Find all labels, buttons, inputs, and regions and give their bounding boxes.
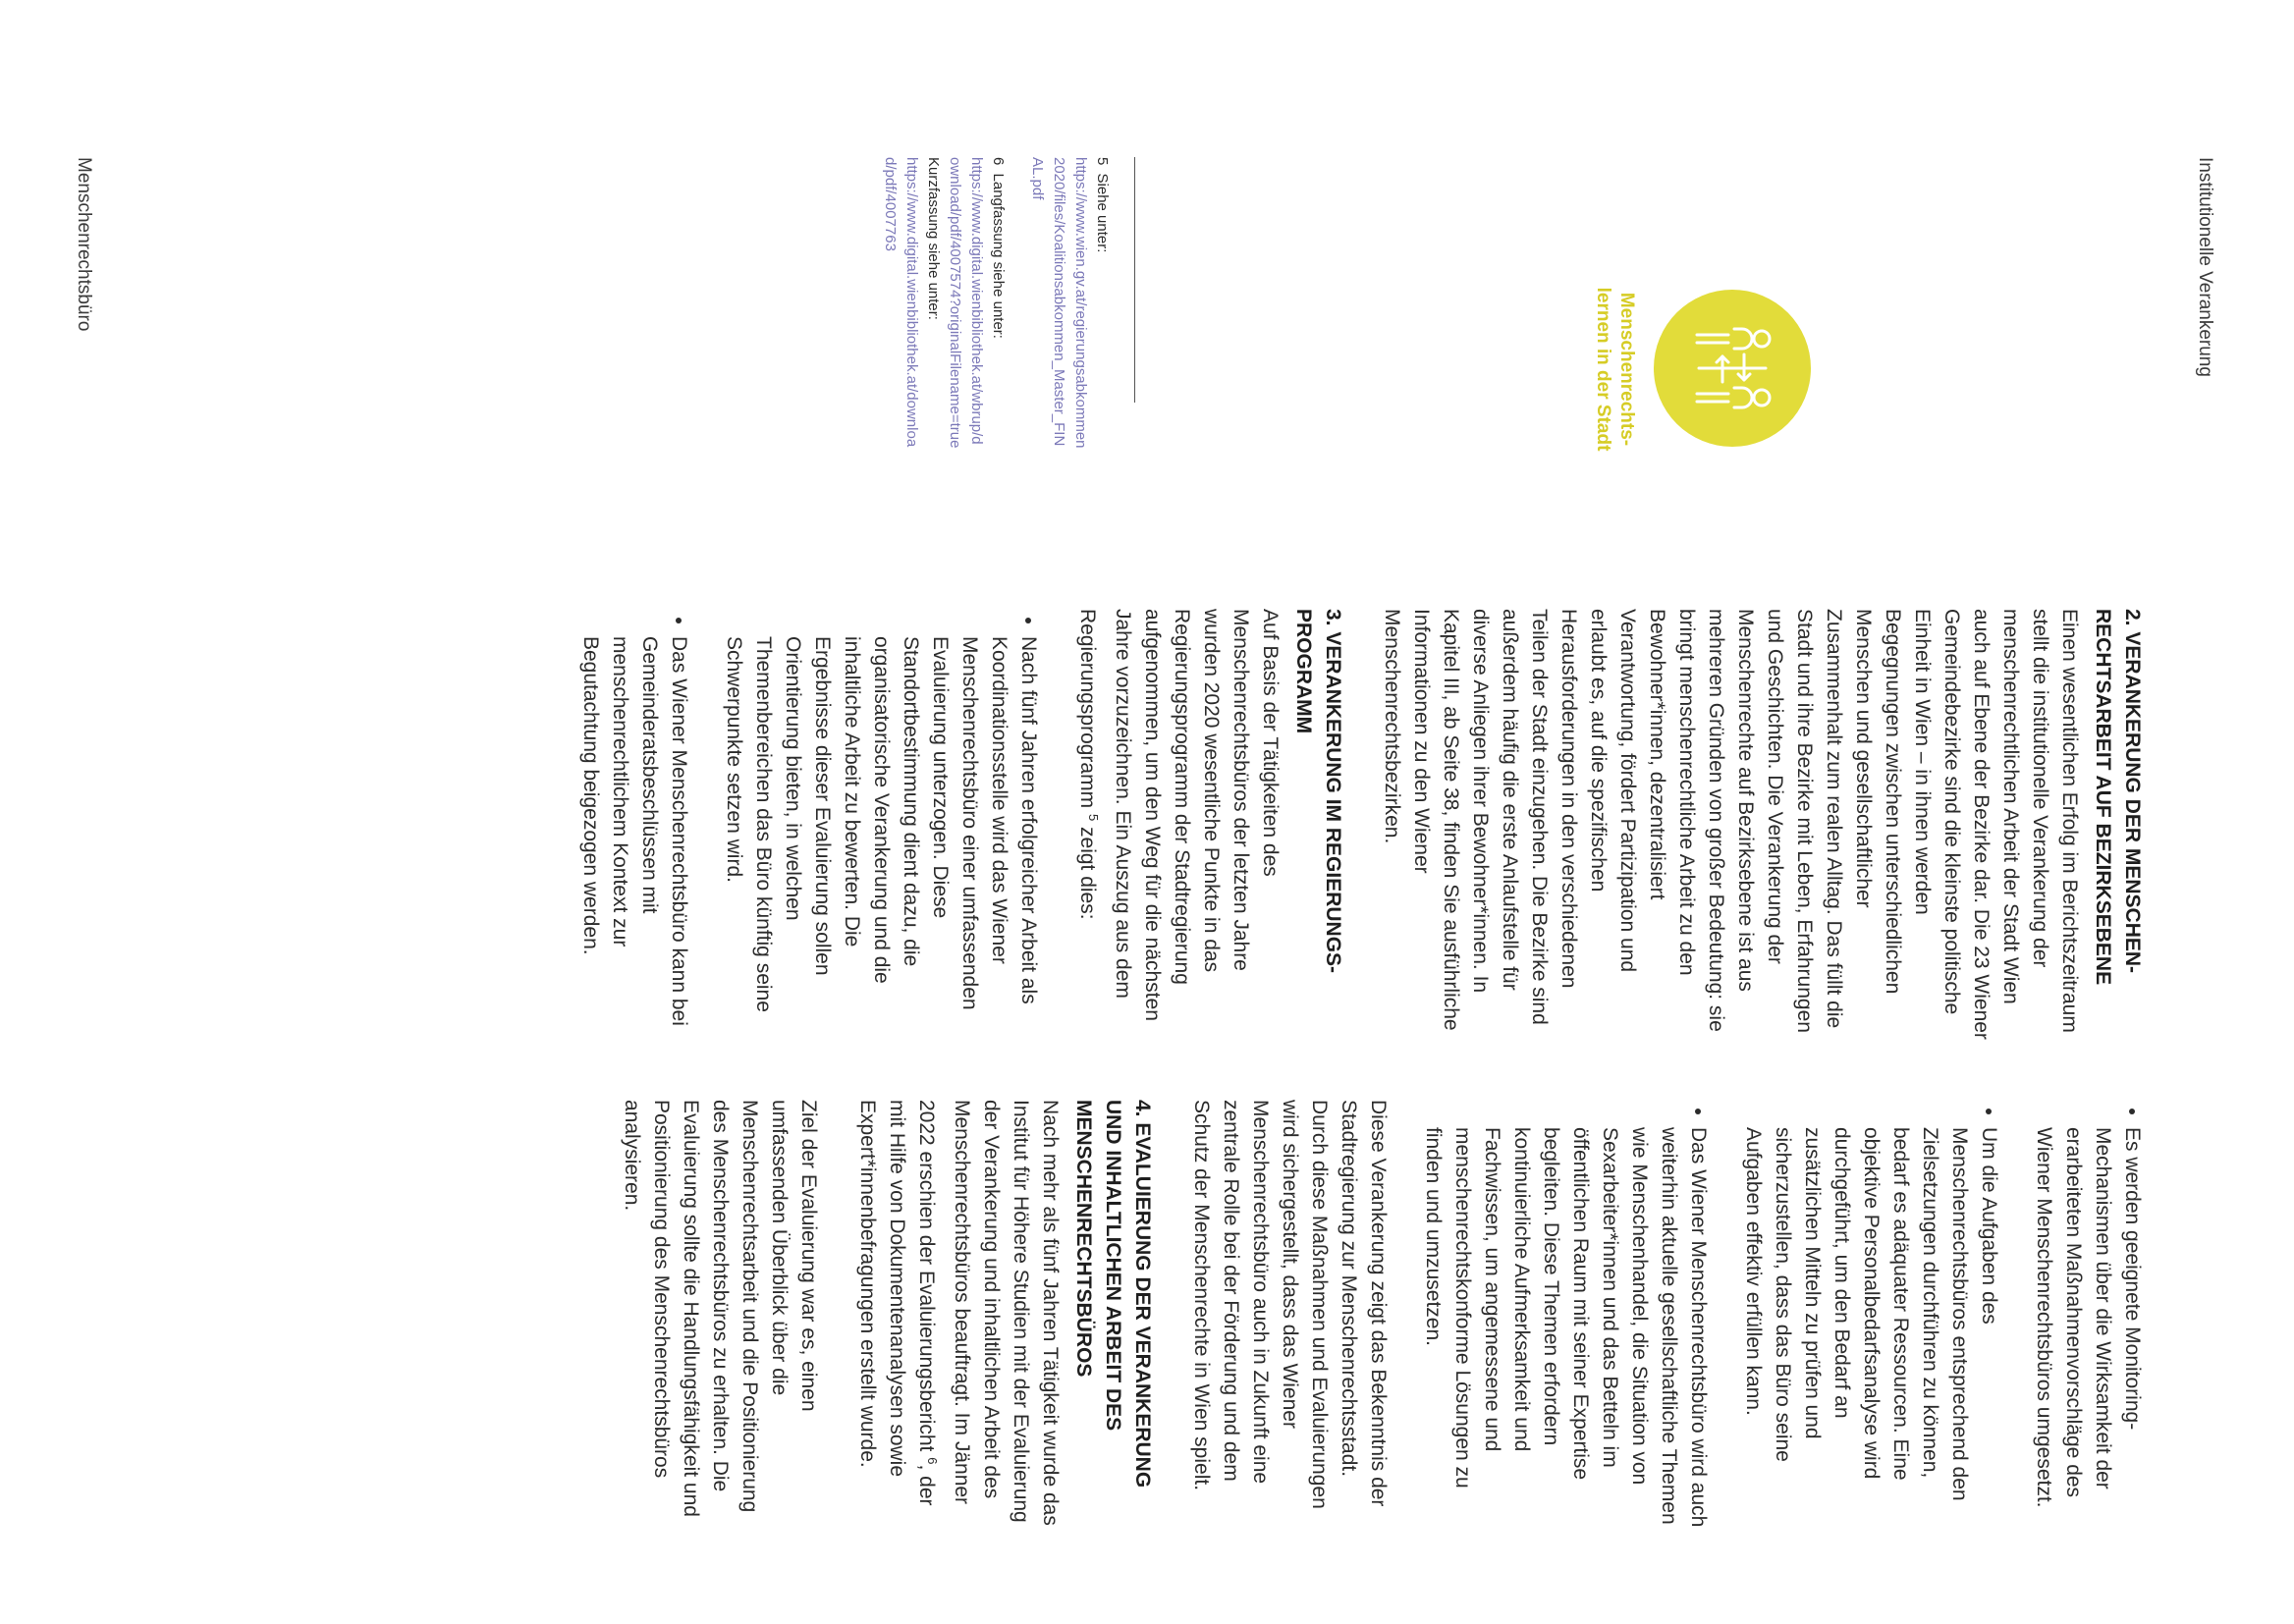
section4-body2: Ziel der Evaluierung war es, einen umfassenden Überblick über die Menschenrechtsarbeit und die Positionierung des Menschenrechtsbüros zu erhalten. Die Evaluierung sollte die Handlungsfähigkeit und Positionierung des Menschenrechtsbüros analysieren. — [621, 1100, 820, 1517]
section2-heading: 2. VERANKERUNG DER MENSCHEN-RECHTSARBEIT AUF BEZIRKSEBENE — [2092, 609, 2144, 986]
footnote-5 — [1026, 157, 1113, 452]
list-item: • Es werden geeignete Monitoring-Mechanismen über die Wirksamkeit der erarbeiteten Maßnahmenvorschläge des Wiener Menschenrechtsbüros umgesetzt. — [2029, 1127, 2147, 1532]
section3-intro-end: zeigt dies: — [1076, 827, 1099, 920]
section4-body1 — [852, 1100, 1065, 1532]
list-item: • Nach fünf Jahren erfolgreicher Arbeit als Koordinationsstelle wird das Wiener Menschenrechtsbüro einer umfassenden Evaluierung unterzogen. Diese Standortbestimmung dient dazu, die organisatorische Verankerung und die inhaltliche Arbeit zu bewerten. Die Ergebnisse dieser Evaluierung sollen Orientierung bieten, in welchen Themenbereichen das Büro künftig seine Schwerpunkte setzen wird. — [719, 636, 1043, 1041]
footnote-6 — [879, 157, 1009, 452]
section4-body1-text: Nach mehr als fünf Jahren Tätigkeit wurde das Institut für Höhere Studien mit der Evaluierung der Verankerung und inhaltlichen Arbeit des Menschenrechtsbüros beauftragt. Im Jänner 2022 erschien der Evaluierungsbericht — [915, 1100, 1062, 1526]
people-exchange-icon — [1691, 323, 1774, 413]
section3-intro-text: Auf Basis der Tätigkeiten des Menschenrechtsbüros der letzten Jahre wurden 2020 wesentliche Punkte in das Regierungsprogramm der Stadtregierung aufgenommen, um den Weg für die nächsten Jahre vorzuzeichnen. Ein Auszug aus dem Regierungsprogramm — [1076, 609, 1282, 1021]
section3-heading: 3. VERANKERUNG IM REGIERUNGS-PROGRAMM — [1292, 609, 1344, 974]
footnote-text-2: Kurzfassung siehe unter: — [925, 157, 942, 320]
badge-label-line2: lernen in der Stadt — [1593, 287, 1613, 452]
list-item: • Das Wiener Menschenrechtsbüro kann bei Gemeinderatsbeschlüssen mit menschenrechtlichem Kontext zur Begutachtung beigezogen werden. — [575, 636, 693, 1041]
section3-closing: Diese Verankerung zeigt das Bekenntnis der Stadtregierung zur Menschenrechtsstadt. Durch diese Maßnahmen und Evaluierungen wird sichergestellt, dass das Wiener Menschenrechtsbüro auch in Zukunft eine zentrale Rolle bei der Förderung und dem Schutz der Menschenrechte in Wien spielt. — [1190, 1100, 1390, 1509]
footnote-link-2[interactable]: https://www.digital.wienbibliothek.at/download/pdf/4007763 — [882, 157, 920, 448]
footnote-link[interactable]: https://www.digital.wienbibliothek.at/wbrup/download/pdf/4007574?originalFilename=true — [947, 157, 985, 449]
footnote-ref-6[interactable]: 6 — [925, 1457, 940, 1465]
footnote-link[interactable]: https://www.wien.gv.at/regierungsabkommen2020/files/Koalitionsabkommen_Master_FINAL.pdf — [1029, 157, 1089, 449]
program-bullet-list-continued — [1418, 1100, 2147, 1532]
section3-intro — [1072, 609, 1284, 1041]
section2-body: Einen wesentlichen Erfolg im Berichtszeitraum stellt die institutionelle Verankerung der menschenrechtlichen Arbeit der Stadt Wien auch auf Ebene der Bezirke dar. Die 23 Wiener Gemeindebezirke sind die kleinste politische Einheit in Wien – in ihnen werden Begegnungen zwischen unterschiedlichen Menschen und gesellschaftlicher Zusammenhalt zum realen Alltag. Das füllt die Stadt und ihre Bezirke mit Leben, Erfahrungen und Geschichten. Die Verankerung der Menschenrechte auf Bezirksebene ist aus mehreren Gründen von großer Bedeutung: sie bringt menschenrechtliche Arbeit zu den Bewohner*innen, dezentralisiert Verantwortung, fördert Partizipation und erlaubt es, auf die spezifischen Herausforderungen in den verschiedenen Teilen der Stadt einzugehen. Die Bezirke sind außerdem häufig die erste Anlaufstelle für diverse Anliegen ihrer Bewohner*innen. In Kapitel III, ab Seite 38, finden Sie ausführliche Informationen zu den Wiener Menschenrechtsbezirken. — [1381, 609, 2081, 1040]
footnote-number: 5 — [1094, 157, 1111, 166]
running-footer: Menschenrechtsbüro — [74, 157, 94, 332]
footnote-text: Siehe unter: — [1094, 173, 1111, 253]
footnote-number: 6 — [990, 157, 1007, 166]
badge-label — [1591, 271, 1638, 467]
program-bullet-list — [575, 609, 1043, 1041]
text-column-right — [587, 1100, 2147, 1532]
section4-heading: 4. EVALUIERUNG DER VERANKERUNG UND INHALTLICHEN ARBEIT DES MENSCHENRECHTSBÜROS — [1072, 1100, 1154, 1489]
running-header: Institutionelle Verankerung — [2195, 157, 2215, 377]
text-column-left — [550, 609, 2147, 1041]
badge-label-line1: Menschenrechts- — [1616, 292, 1637, 447]
list-item: • Um die Aufgaben des Menschenrechtsbüros entsprechend den Zielsetzungen durchführen zu können, bedarf es adäquater Ressourcen. Eine objektive Personalbedarfsanalyse wird durchgeführt, um den Bedarf an zusätzlichen Mitteln zu prüfen und sicherzustellen, dass das Büro seine Aufgaben effektiv erfüllen kann. — [1738, 1127, 2003, 1532]
section-badge — [1654, 290, 1811, 447]
list-item: • Das Wiener Menschenrechtsbüro wird auch weiterhin aktuelle gesellschaftliche Themen wie Menschenhandel, die Situation von Sexarbeiter*innen und das Betteln im öffentlichen Raum mit seiner Expertise begleiten. Diese Themen erfordern kontinuierliche Aufmerksamkeit und Fachwissen, um angemessene und menschenrechtskonforme Lösungen zu finden und umzusetzen. — [1418, 1127, 1713, 1532]
footnote-divider — [1134, 157, 1135, 403]
footnote-text: Langfassung siehe unter: — [990, 173, 1007, 339]
section4-body1-end: , der mit Hilfe von Dokumentenanalysen sowie Expert*innenbefragungen erstellt wurde. — [856, 1100, 938, 1506]
footnotes — [861, 157, 1135, 452]
footnote-ref-5[interactable]: 5 — [1086, 813, 1101, 822]
